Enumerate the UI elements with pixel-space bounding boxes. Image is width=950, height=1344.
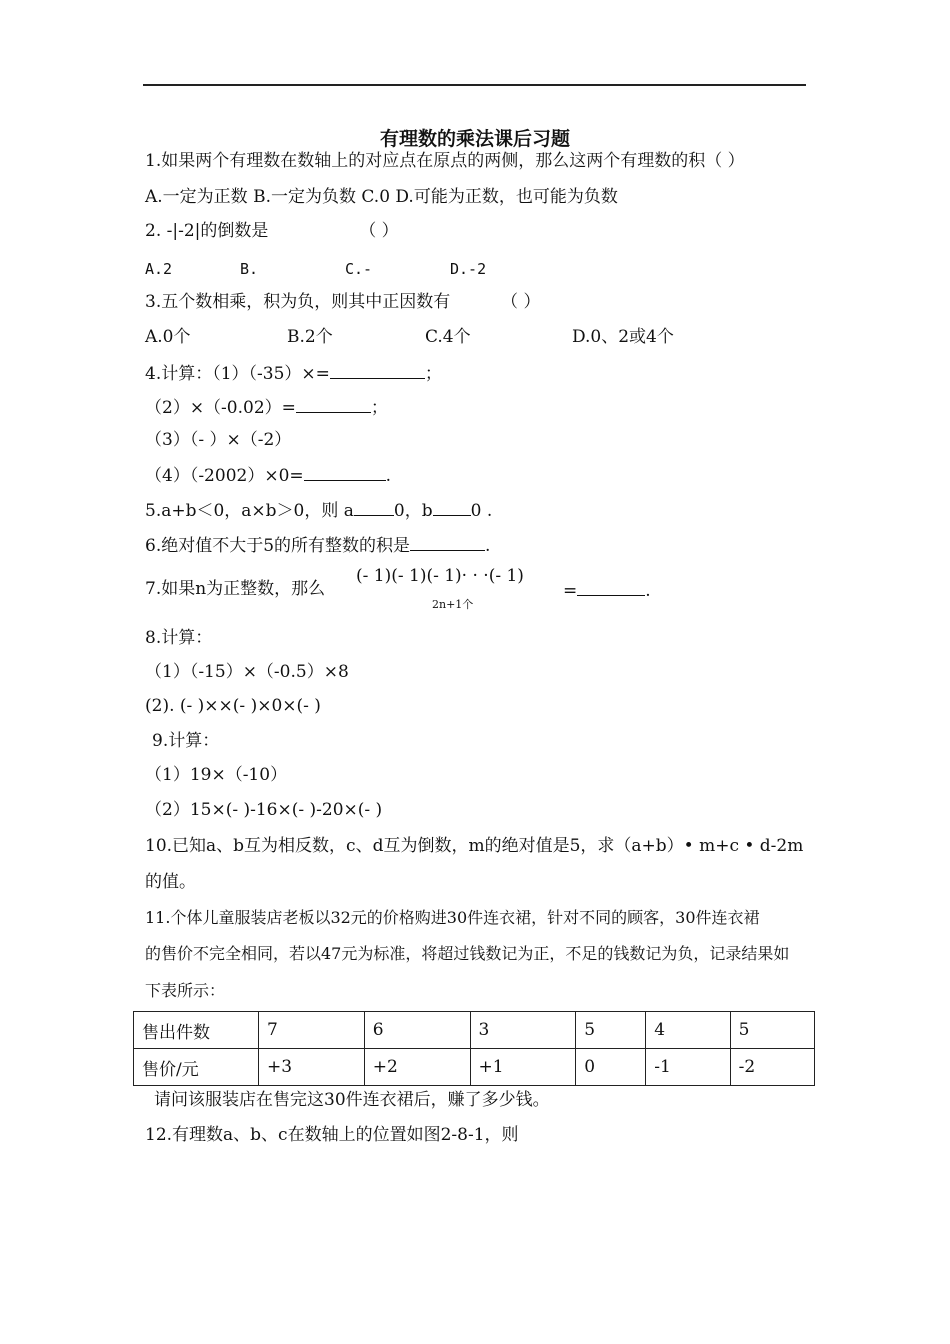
q11-line1: 11.个体儿童服装店老板以32元的价格购进30件连衣裙，针对不同的顾客，30件连衣裙 [145,908,760,927]
table-cell: 0 [576,1049,646,1086]
q4-stem: 4.计算：（1）（-35）×= [145,364,330,384]
q7-row [145,577,325,601]
q7-product-count: 2n+1个 [432,598,474,611]
q3-stem: 3.五个数相乘，积为负，则其中正因数有 [145,292,451,312]
q5-row [145,497,492,523]
q6-stem: 6.绝对值不大于5的所有整数的积是 [145,536,411,556]
q5-blank-1[interactable] [354,497,394,516]
q5-part-b: 0，b [393,501,433,521]
q11-question: 请问该服装店在售完这30件连衣裙后，赚了多少钱。 [154,1090,550,1110]
table-cell: 7 [259,1012,365,1049]
q2-option-c: C.- [345,260,373,278]
table-cell: 5 [730,1012,814,1049]
q7-suffix: . [645,581,651,601]
q3-paren: （ ） [501,292,541,312]
q9-part1: （1）19×（-10） [145,765,288,785]
q8-part1: （1）（-15）×（-0.5）×8 [145,662,349,682]
q7-stem: 7.如果n为正整数，那么 [145,579,326,599]
q3-option-c: C.4个 [425,327,471,347]
table-cell: 售价/元 [134,1049,259,1086]
q2-stem: 2. -|-2|的倒数是 [145,221,269,241]
q2-options [145,257,486,281]
q12-stem: 12.有理数a、b、c在数轴上的位置如图2-8-1，则 [145,1125,519,1145]
table-row [134,1049,815,1086]
q9-part2: （2）15×(- )-16×(- )-20×(- ) [145,800,383,820]
q7-answer [563,577,651,603]
q4-part2: （2）×（-0.02）= [145,398,296,418]
q5-part-c: 0 . [470,501,493,521]
q4-part2-suffix: ； [370,398,388,418]
table-cell: +2 [364,1049,470,1086]
table-cell: 6 [364,1012,470,1049]
q4-row2 [145,394,388,420]
q4-row1 [145,360,442,386]
q4-part3: （3）（- ）×（-2） [145,430,292,450]
q7-equals: = [563,581,578,601]
sales-table [133,1011,815,1086]
q11-line2: 的售价不完全相同，若以47元为标准，将超过钱数记为正，不足的钱数记为负，记录结果如 [145,944,790,963]
q6-suffix: . [485,536,491,556]
q4-blank-1[interactable] [330,360,425,379]
table-cell: -2 [730,1049,814,1086]
q9-stem: 9.计算： [152,731,220,751]
q7-blank[interactable] [577,577,645,596]
q2-option-d: D.-2 [450,260,487,278]
q8-stem: 8.计算： [145,628,213,648]
q1-stem: 1.如果两个有理数在数轴上的对应点在原点的两侧，那么这两个有理数的积（ ） [145,151,745,171]
page-title: 有理数的乘法课后习题 [379,128,570,150]
q4-suffix: ； [424,364,442,384]
q2-row [145,219,399,243]
q5-blank-2[interactable] [433,497,471,516]
table-cell: +3 [259,1049,365,1086]
q4-part4-suffix: . [385,466,392,486]
q3-option-a: A.0个 [145,327,191,347]
q3-row [145,290,540,314]
q5-part-a: 5.a+b＜0，a×b＞0，则 a [145,501,354,521]
q1-options: A.一定为正数 B.一定为负数 C.0 D.可能为正数，也可能为负数 [145,187,618,207]
q4-part4: （4）（-2002）×0= [145,466,304,486]
q3-option-b: B.2个 [287,327,333,347]
table-cell: +1 [470,1049,576,1086]
q6-row [145,532,490,558]
q11-line3: 下表所示： [145,981,226,1000]
q4-blank-4[interactable] [304,462,386,481]
q3-options [145,325,674,349]
q2-paren: （ ） [359,221,399,241]
q4-blank-2[interactable] [296,394,371,413]
table-cell: 5 [576,1012,646,1049]
q10-line2: 的值。 [145,872,196,892]
table-cell: 售出件数 [134,1012,259,1049]
q2-option-a: A.2 [145,260,173,278]
q6-blank[interactable] [410,532,485,551]
q2-option-b: B. [240,260,259,278]
table-row [134,1012,815,1049]
q4-row4 [145,462,391,488]
table-cell: 4 [646,1012,730,1049]
header-rule [143,84,806,86]
table-cell: 3 [470,1012,576,1049]
q8-part2: (2). (- )××(- )×0×(- ) [145,696,321,716]
q3-option-d: D.0、2或4个 [572,327,674,347]
q7-product-expression: (- 1)(- 1)(- 1)· · ·(- 1) [356,566,524,586]
table-cell: -1 [646,1049,730,1086]
q10-line1: 10.已知a、b互为相反数，c、d互为倒数，m的绝对值是5，求（a+b）• m+c • d-2m [145,836,804,856]
